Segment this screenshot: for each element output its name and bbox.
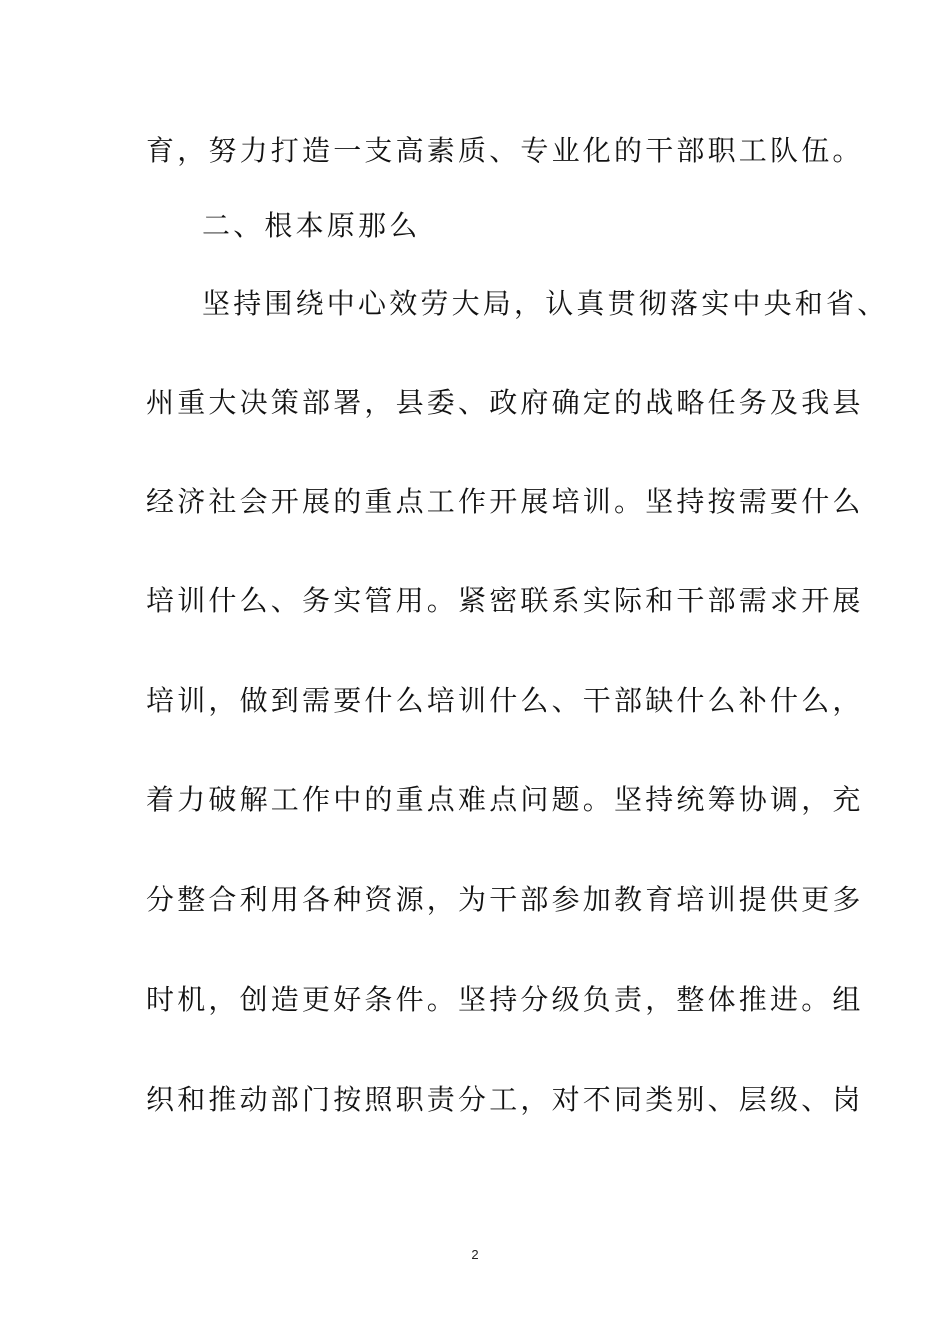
body-text-line: 着力破解工作中的重点难点问题。坚持统筹协调，充 — [146, 783, 864, 816]
page-number: 2 — [471, 1247, 479, 1262]
body-text-line: 州重大决策部署，县委、政府确定的战略任务及我县 — [146, 386, 864, 419]
body-text-line: 育，努力打造一支高素质、专业化的干部职工队伍。 — [146, 134, 864, 167]
body-text-line: 时机，创造更好条件。坚持分级负责，整体推进。组 — [146, 983, 864, 1016]
section-heading: 二、根本原那么 — [202, 209, 421, 242]
body-text-line: 织和推动部门按照职责分工，对不同类别、层级、岗 — [146, 1083, 864, 1116]
paragraph-first-line: 坚持围绕中心效劳大局，认真贯彻落实中央和省、 — [202, 287, 889, 320]
body-text-line: 分整合利用各种资源，为干部参加教育培训提供更多 — [146, 883, 864, 916]
body-text-line: 培训什么、务实管用。紧密联系实际和干部需求开展 — [146, 584, 864, 617]
body-text-line: 经济社会开展的重点工作开展培训。坚持按需要什么 — [146, 485, 864, 518]
body-text-line: 培训，做到需要什么培训什么、干部缺什么补什么， — [146, 684, 864, 717]
